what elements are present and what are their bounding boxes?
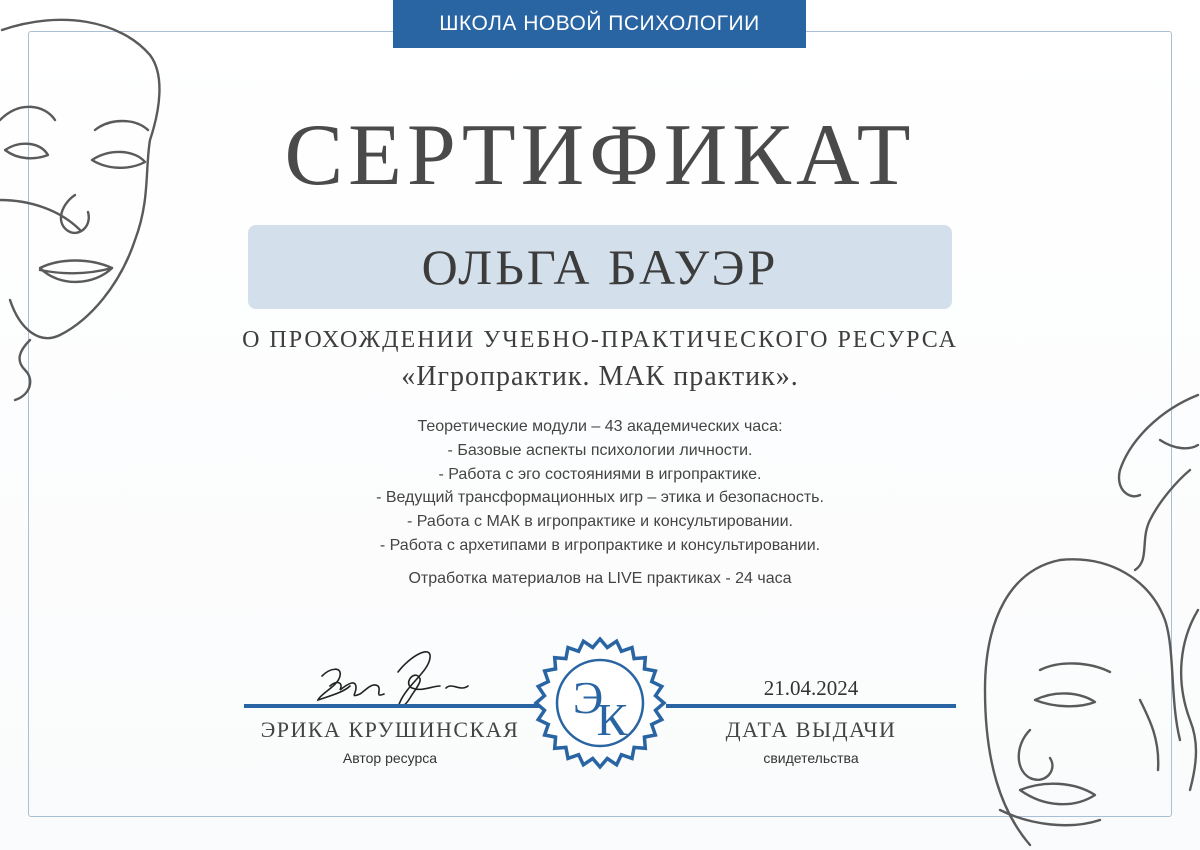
date-line: [666, 704, 956, 708]
module-item: - Работа с эго состояниями в игропрактике.: [438, 465, 762, 483]
author-role: Автор ресурса: [342, 750, 438, 766]
module-item: - Работа с архетипами в игропрактике и консультировании.: [379, 536, 821, 554]
practice-hours: Отработка материалов на LIVE практиках - 24 часа: [408, 570, 792, 587]
issue-date-label: ДАТА ВЫДАЧИ: [725, 717, 897, 742]
issue-date: 21.04.2024: [763, 676, 859, 700]
issue-date-sublabel: свидетельства: [763, 750, 859, 766]
module-item: - Работа с МАК в игропрактике и консультировании.: [407, 513, 793, 531]
modules-heading: Теоретические модули – 43 академических часа:: [417, 418, 783, 435]
module-item: - Ведущий трансформационных игр – этика и безопасность.: [376, 489, 824, 507]
signature-line: [244, 704, 540, 708]
recipient-name-box: [248, 225, 952, 309]
svg-text:К: К: [596, 694, 628, 745]
seal-icon: [532, 635, 668, 771]
seal-monogram: Э: [572, 672, 604, 723]
school-name-tab: ШКОЛА НОВОЙ ПСИХОЛОГИИ: [393, 0, 806, 48]
modules-list: [0, 415, 1200, 558]
course-description: О ПРОХОЖДЕНИИ УЧЕБНО-ПРАКТИЧЕСКОГО РЕСУРСА: [242, 327, 958, 353]
course-title: «Игропрактик. МАК практик».: [401, 361, 799, 392]
recipient-name: ОЛЬГА БАУЭР: [421, 239, 779, 295]
author-name: ЭРИКА КРУШИНСКАЯ: [260, 717, 520, 742]
certificate-title: СЕРТИФИКАТ: [284, 107, 916, 204]
module-item: - Базовые аспекты психологии личности.: [447, 441, 753, 459]
